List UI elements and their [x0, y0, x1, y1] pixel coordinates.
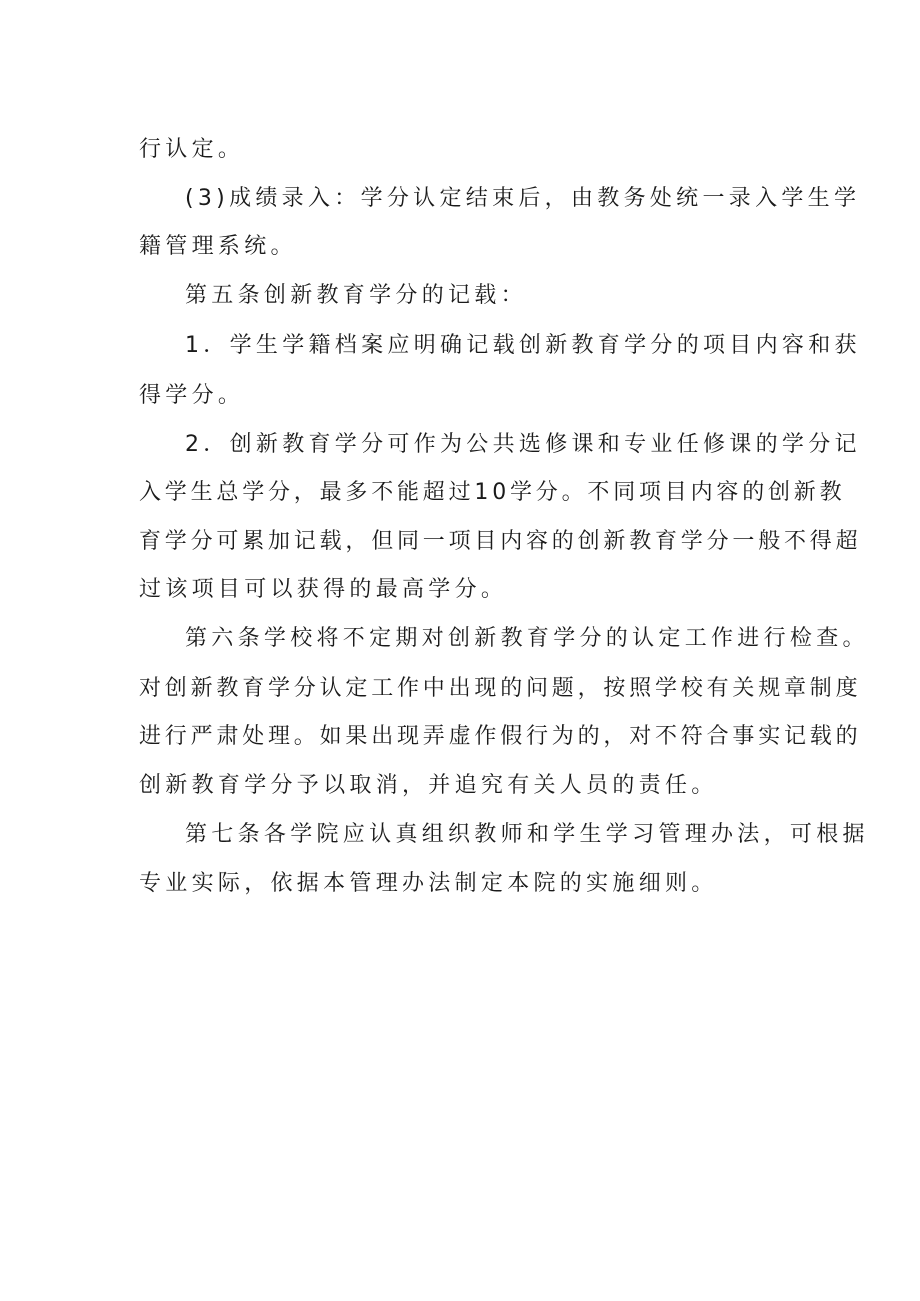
text-line-1: 行认定。	[139, 137, 245, 162]
text-line-10: 过该项目可以获得的最高学分。	[139, 577, 508, 602]
text-line-13: 进行严肃处理。如果出现弄虚作假行为的，对不符合事实记载的	[139, 724, 862, 749]
text-line-7: 2．创新教育学分可作为公共选修课和专业任修课的学分记	[185, 432, 861, 457]
text-line-8: 入学生总学分，最多不能超过10学分。不同项目内容的创新教	[139, 480, 846, 505]
text-line-14: 创新教育学分予以取消，并追究有关人员的责任。	[139, 773, 718, 798]
text-line-11: 第六条学校将不定期对创新教育学分的认定工作进行检查。	[185, 626, 869, 651]
text-line-3: 籍管理系统。	[139, 234, 297, 259]
text-line-15: 第七条各学院应认真组织教师和学生学习管理办法，可根据	[185, 822, 869, 847]
text-line-2: (3)成绩录入：学分认定结束后，由教务处统一录入学生学	[185, 186, 861, 211]
text-line-4: 第五条创新教育学分的记载：	[185, 283, 527, 308]
text-line-9: 育学分可累加记载，但同一项目内容的创新教育学分一般不得超	[139, 529, 862, 554]
text-line-16: 专业实际，依据本管理办法制定本院的实施细则。	[139, 871, 718, 896]
text-line-6: 得学分。	[139, 383, 245, 408]
text-line-12: 对创新教育学分认定工作中出现的问题，按照学校有关规章制度	[139, 676, 862, 701]
text-line-5: 1．学生学籍档案应明确记载创新教育学分的项目内容和获	[185, 333, 861, 358]
